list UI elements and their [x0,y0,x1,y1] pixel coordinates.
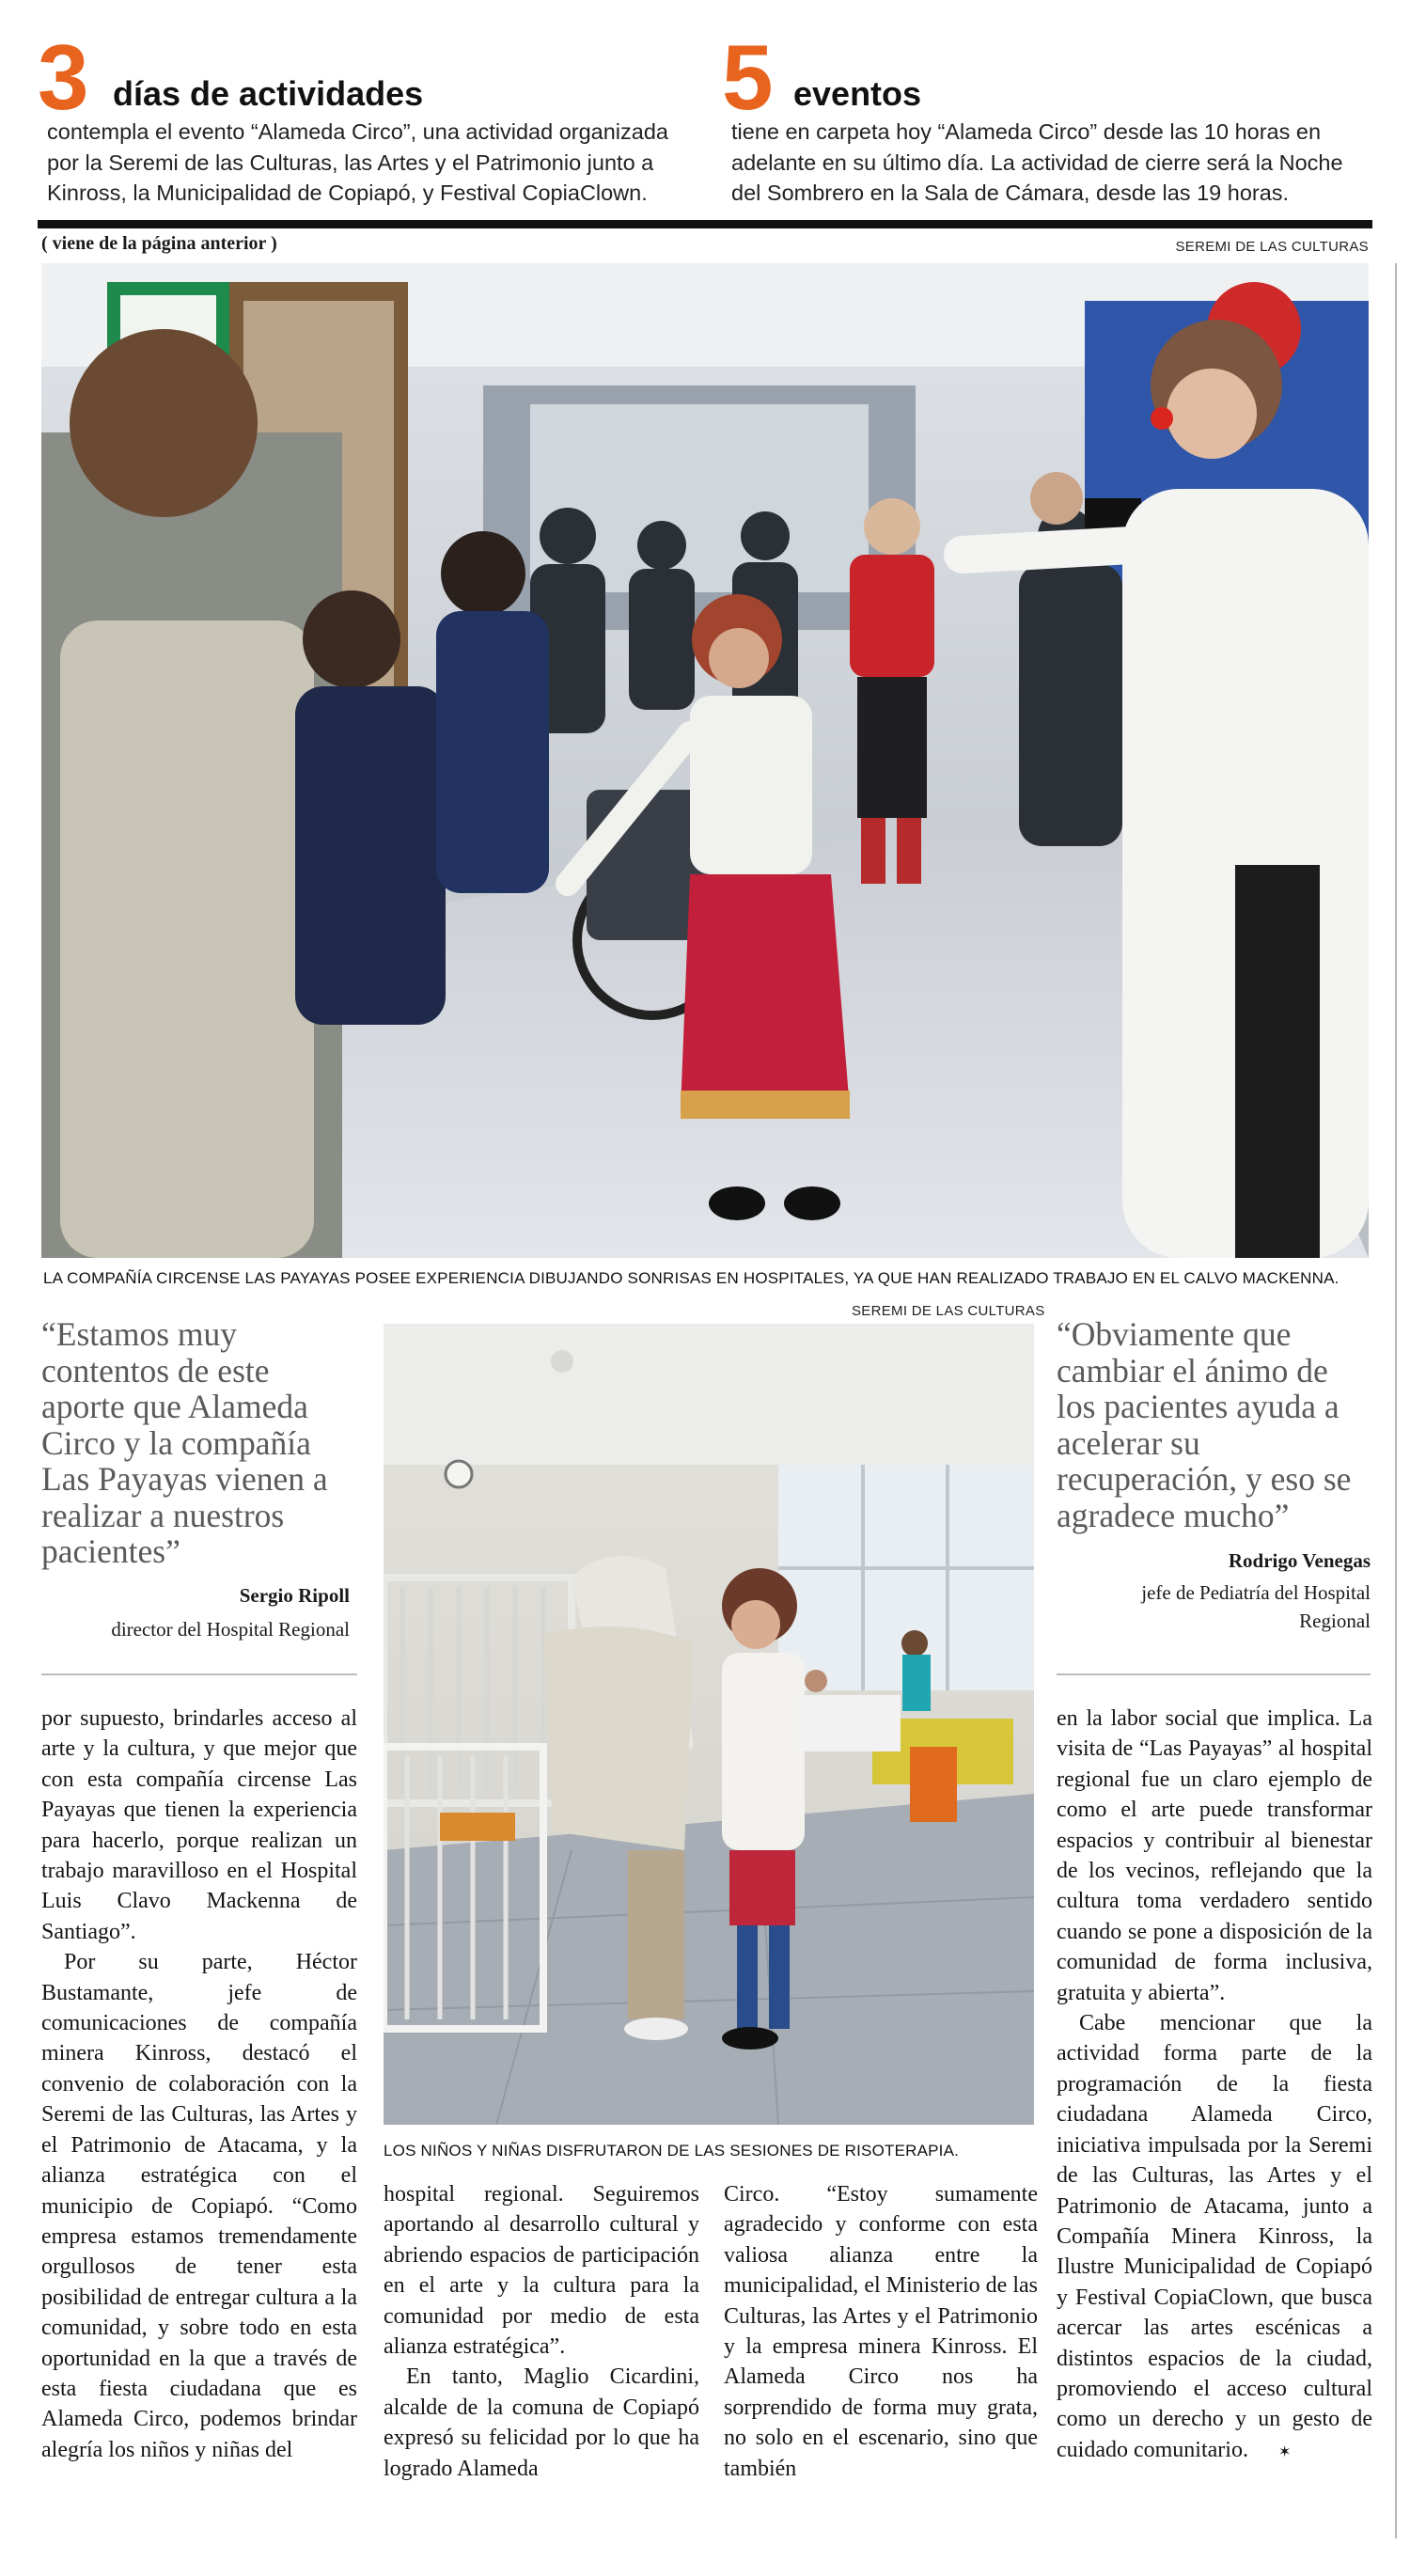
paragraph: en la labor social que implica. La visita de “Las Payayas” al hospital regional fue un claro ejemplo de como el arte puede transformar espacios y contribuir al bienestar de los vecinos, reflejando que la cultura toma verdadero sentido cuando se pone a disposición de la comunidad de forma inclusiva, gratuita y abierta”. [1057,1706,1372,2005]
article-column-4 [1057,1704,1372,2467]
fact-number: 5 [722,25,774,129]
photo-credit: SEREMI DE LAS CULTURAS [852,1303,1045,1319]
paragraph: En tanto, Maglio Cicardini, alcalde de la comuna de Copiapó expresó su felicidad por lo que ha logrado Alameda [384,2364,699,2481]
fact-number: 3 [38,25,89,129]
page-edge-rule [1395,263,1397,2538]
article-column-3 [724,2179,1038,2484]
continued-label: ( viene de la página anterior ) [41,233,277,254]
paragraph-text: Cabe mencionar que la actividad forma parte de la programación de la fiesta ciudadana Alameda Circo, iniciativa impulsada por la Seremi de las Culturas, las Artes y el Patrimonio de Atacama, junto a Compañía Minera Kinross, la Ilustre Municipalidad de Copiapó y Festival CopiaClown, que busca acercar las artes escénicas a distintos espacios de la ciudad, promoviendo el acceso cultural como un derecho y un gesto de cuidado comunitario. [1057,2011,1372,2462]
photo-caption: LA COMPAÑÍA CIRCENSE LAS PAYAYAS POSEE EXPERIENCIA DIBUJANDO SONRISAS EN HOSPITALES, YA QUE HAN REALIZADO TRABAJO EN EL CALVO MACKENNA. [43,1269,1340,1287]
paragraph: hospital regional. Seguiremos aportando al desarrollo cultural y abriendo espacios de participación en el arte y la cultura para la comunidad por medio de esta alianza estratégica”. [384,2182,699,2360]
paragraph: Circo. “Estoy sumamente agradecido y conforme con esta valiosa alianza entre la municipalidad, el Ministerio de las Culturas, las Artes y el Patrimonio y la empresa minera Kinross. El Alameda Circo nos ha sorprendido de forma muy grata, no solo en el escenario, sino que también [724,2182,1038,2481]
quote-divider [41,1673,357,1675]
pull-quote: “Obviamente que cambiar el ánimo de los pacientes ayuda a acelerar su recuperación, y eso se agradece mucho” [1057,1315,1352,1534]
quote-author-role: jefe de Pediatría del Hospital Regional [1141,1581,1371,1632]
paragraph [1057,2008,1372,2467]
paragraph: Por su parte, Héctor Bustamante, jefe de comunicaciones de compañía minera Kinross, destacó el convenio de colaboración con la Seremi de las Culturas, las Artes y el Patrimonio de Atacama, y la alianza estratégica con el municipio de Copiapó. “Como empresa estamos tremendamente orgullosos de tener esta posibilidad de entregar cultura a la comunidad, y sobre todo en esta oportunidad en la que a través de esta fiesta ciudadana que es Alameda Circo, podemos brindar alegría los niños y niñas del [41,1950,357,2462]
photo-credit: SEREMI DE LAS CULTURAS [1175,239,1369,255]
main-photo-clowns-hospital [41,263,1369,1258]
section-divider [38,220,1372,228]
secondary-photo-pediatric-ward [384,1324,1034,2125]
quote-author-name: Sergio Ripoll [239,1584,350,1607]
quote-author-name: Rodrigo Venegas [1228,1549,1371,1572]
end-of-article-icon: ✶ [1277,2442,1292,2460]
paragraph: por supuesto, brindarles acceso al arte y la cultura, y que mejor que con esta compañía circense Las Payayas que tienen la experiencia para hacerlo, porque realizan un trabajo maravilloso en el Hospital Luis Clavo Mackenna de Santiago”. [41,1706,357,1944]
fact-text: tiene en carpeta hoy “Alameda Circo” desde las 10 horas en adelante en su último día. La actividad de cierre será la Noche del Sombrero en la Sala de Cámara, desde las 19 horas. [731,119,1343,205]
fact-title: días de actividades [113,74,424,113]
photo-caption: LOS NIÑOS Y NIÑAS DISFRUTARON DE LAS SESIONES DE RISOTERAPIA. [384,2142,960,2160]
article-column-2 [384,2179,699,2484]
article-column-1 [41,1704,357,2465]
fact-text: contempla el evento “Alameda Circo”, una actividad organizada por la Seremi de las Culturas, las Artes y el Patrimonio junto a Kinross, la Municipalidad de Copiapó, y Festival CopiaClown. [47,119,668,205]
quote-divider [1057,1673,1371,1675]
quote-author-role: director del Hospital Regional [111,1618,350,1641]
fact-title: eventos [793,74,922,113]
pull-quote: “Estamos muy contentos de este aporte que Alameda Circo y la compañía Las Payayas vienen a realizar a nuestros pacientes” [41,1315,328,1570]
